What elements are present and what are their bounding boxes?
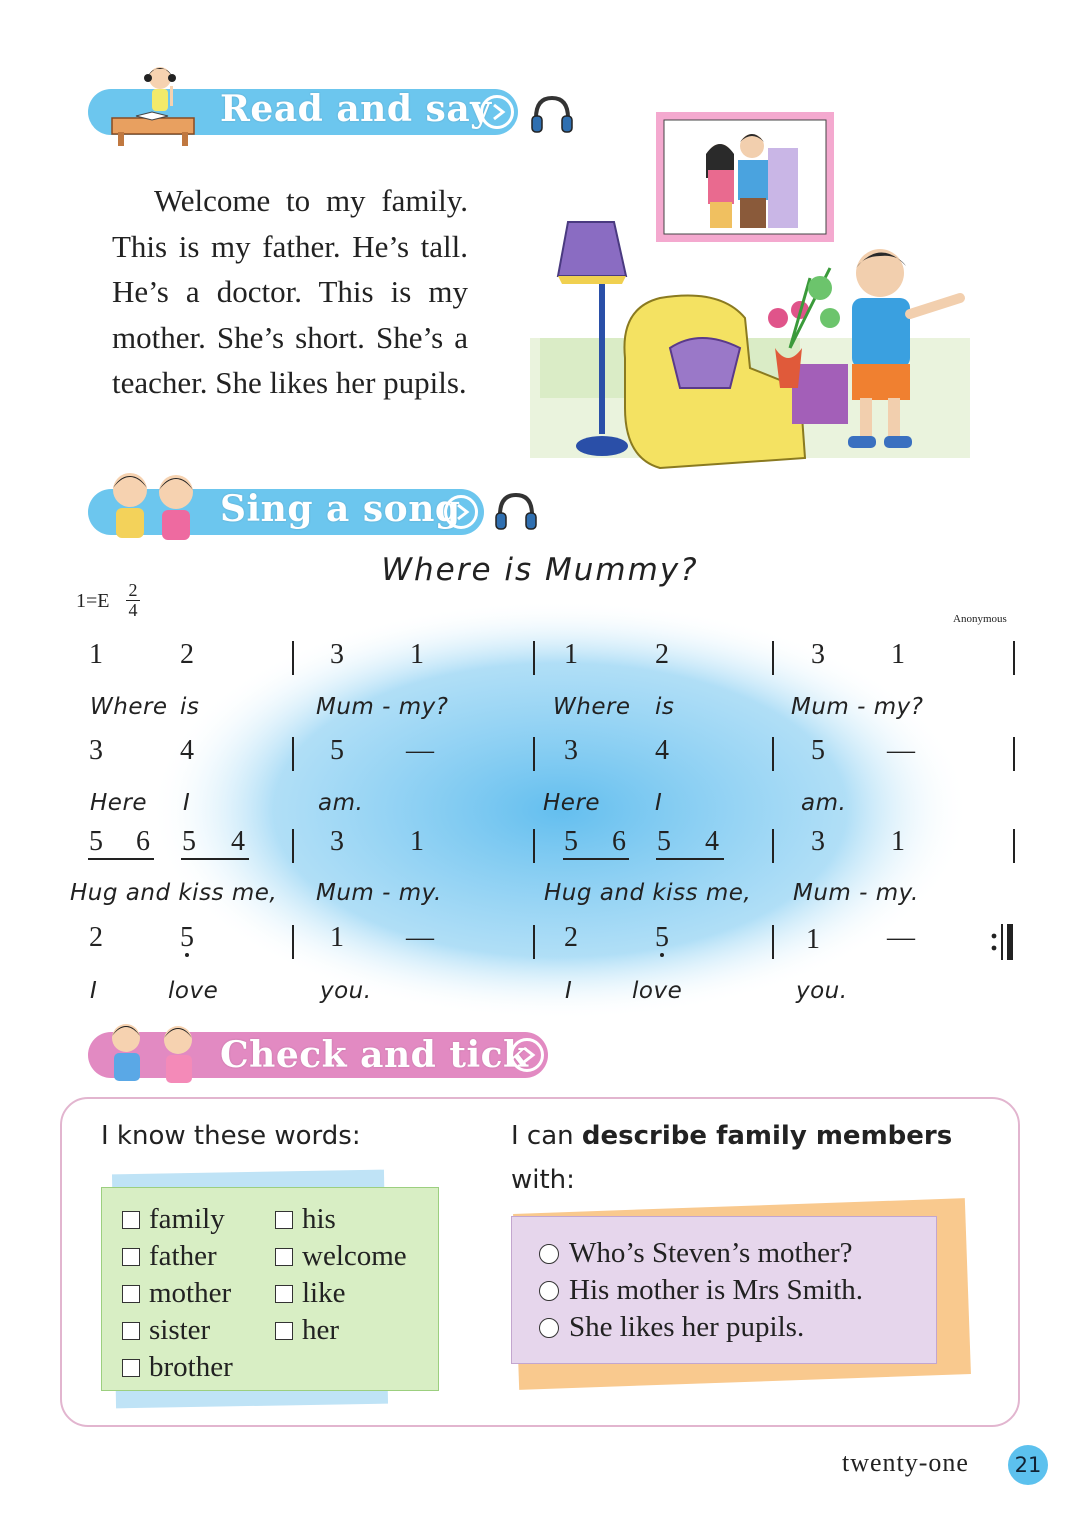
note: — bbox=[406, 922, 434, 953]
repeat-end-sign bbox=[990, 922, 1020, 962]
note: 3 bbox=[330, 639, 344, 670]
song-key: 1=E bbox=[76, 590, 110, 612]
page-number-words: twenty-one bbox=[842, 1448, 969, 1477]
note: 2 bbox=[89, 922, 103, 953]
note: 3 bbox=[811, 639, 825, 670]
note: 2 bbox=[180, 639, 194, 670]
note: 1 bbox=[891, 826, 905, 857]
word-label: sister bbox=[149, 1314, 211, 1346]
word-checkbox-item[interactable] bbox=[275, 1312, 339, 1349]
lyric: Hug and kiss me, bbox=[70, 880, 278, 906]
describe-heading bbox=[511, 1114, 971, 1202]
barline bbox=[772, 641, 774, 675]
reading-girl-illustration bbox=[108, 60, 198, 150]
word-label: mother bbox=[149, 1277, 232, 1309]
low-octave-dot bbox=[185, 953, 189, 957]
note: 3 bbox=[811, 826, 825, 857]
note: 5 bbox=[657, 826, 671, 857]
read-and-say-title: Read and say bbox=[220, 88, 492, 130]
word-checkbox-item[interactable] bbox=[122, 1349, 233, 1386]
word-label: her bbox=[302, 1314, 340, 1346]
word-checkbox-item[interactable] bbox=[122, 1201, 225, 1238]
lyric: I bbox=[90, 978, 98, 1004]
lyric: Mum - my. bbox=[793, 880, 919, 906]
eighth-beam bbox=[656, 858, 724, 860]
word-label: his bbox=[302, 1203, 336, 1235]
describe-heading-bold: describe family members bbox=[581, 1121, 953, 1151]
lyric: Here bbox=[543, 790, 601, 816]
lyric: Here bbox=[90, 790, 148, 816]
barline bbox=[533, 829, 535, 863]
word-checkbox-item[interactable] bbox=[275, 1275, 346, 1312]
read-play-button[interactable] bbox=[480, 95, 514, 129]
note: 6 bbox=[612, 826, 626, 857]
lyric: I bbox=[565, 978, 573, 1004]
note: 4 bbox=[180, 735, 194, 766]
word-label: like bbox=[302, 1277, 346, 1309]
time-signature-top: 2 bbox=[128, 580, 138, 600]
sing-headphones-icon[interactable] bbox=[494, 489, 538, 533]
words-heading: I know these words: bbox=[101, 1121, 361, 1151]
note: 1 bbox=[410, 639, 424, 670]
note: 3 bbox=[564, 735, 578, 766]
sentence-label: Who’s Steven’s mother? bbox=[569, 1237, 853, 1269]
note: 1 bbox=[410, 826, 424, 857]
sing-a-song-title: Sing a song bbox=[220, 488, 461, 530]
eighth-beam bbox=[563, 858, 629, 860]
note: 4 bbox=[705, 826, 719, 857]
lyric: am. bbox=[318, 790, 364, 816]
note: 5 bbox=[180, 922, 194, 953]
check-play-button[interactable] bbox=[510, 1038, 544, 1072]
word-label: family bbox=[149, 1203, 225, 1235]
note: 1 bbox=[89, 639, 103, 670]
eighth-beam bbox=[181, 858, 249, 860]
note: 5 bbox=[182, 826, 196, 857]
word-label: welcome bbox=[302, 1240, 407, 1272]
lyric: love bbox=[168, 978, 219, 1004]
word-checkbox-item[interactable] bbox=[122, 1312, 210, 1349]
note: 4 bbox=[655, 735, 669, 766]
word-label: brother bbox=[149, 1351, 233, 1383]
describe-heading-pre: I can bbox=[511, 1121, 582, 1151]
page-number-badge: 21 bbox=[1008, 1445, 1048, 1485]
word-checkbox-item[interactable] bbox=[275, 1238, 407, 1275]
note: 1 bbox=[330, 922, 344, 953]
sentence-label: His mother is Mrs Smith. bbox=[569, 1274, 864, 1306]
note: — bbox=[887, 922, 915, 953]
note: 3 bbox=[89, 735, 103, 766]
barline bbox=[533, 925, 535, 959]
lyric: is bbox=[180, 694, 200, 720]
word-label: father bbox=[149, 1240, 217, 1272]
lyric: Where bbox=[553, 694, 631, 720]
low-octave-dot bbox=[660, 953, 664, 957]
barline bbox=[292, 829, 294, 863]
lyric: love bbox=[632, 978, 683, 1004]
barline bbox=[292, 925, 294, 959]
lyric: Hug and kiss me, bbox=[544, 880, 752, 906]
sentence-label: She likes her pupils. bbox=[569, 1311, 805, 1343]
barline bbox=[292, 737, 294, 771]
barline bbox=[772, 737, 774, 771]
barline bbox=[533, 641, 535, 675]
song-title: Where is Mummy? bbox=[381, 552, 699, 588]
lyric: Mum - my. bbox=[316, 880, 442, 906]
lyric: I bbox=[655, 790, 663, 816]
word-checkbox-item[interactable] bbox=[122, 1238, 217, 1275]
reading-text bbox=[112, 178, 468, 406]
note: 5 bbox=[89, 826, 103, 857]
family-living-room-illustration bbox=[530, 108, 970, 478]
lyric: you. bbox=[796, 978, 848, 1004]
note: 1 bbox=[564, 639, 578, 670]
barline bbox=[772, 829, 774, 863]
lyric: I bbox=[183, 790, 191, 816]
note: 4 bbox=[231, 826, 245, 857]
lyric: is bbox=[655, 694, 675, 720]
note: 1 bbox=[806, 924, 820, 955]
barline bbox=[1013, 829, 1015, 863]
check-and-tick-title: Check and tick bbox=[220, 1034, 529, 1076]
check-children-illustration bbox=[98, 1020, 208, 1086]
lyric: am. bbox=[801, 790, 847, 816]
word-checkbox-item[interactable] bbox=[122, 1275, 231, 1312]
note: 3 bbox=[330, 826, 344, 857]
time-signature-bottom: 4 bbox=[128, 600, 138, 620]
barline bbox=[1013, 641, 1015, 675]
note: 5 bbox=[655, 922, 669, 953]
time-signature bbox=[126, 582, 140, 619]
barline bbox=[1013, 737, 1015, 771]
reading-paragraph: Welcome to my family. This is my father. He’s tall. He’s a doctor. This is my mother. She’s short. She’s a teacher. She likes her pupils. bbox=[112, 183, 468, 400]
song-composer: Anonymous bbox=[953, 613, 1007, 625]
barline bbox=[292, 641, 294, 675]
note: 5 bbox=[811, 735, 825, 766]
note: 6 bbox=[136, 826, 150, 857]
lyric: Where bbox=[90, 694, 168, 720]
note: 2 bbox=[564, 922, 578, 953]
word-checkbox-item[interactable] bbox=[275, 1201, 336, 1238]
note: 5 bbox=[330, 735, 344, 766]
lyric: Mum - my? bbox=[316, 694, 449, 720]
note: — bbox=[887, 735, 915, 766]
singing-children-illustration bbox=[104, 470, 204, 542]
describe-heading-post: with: bbox=[511, 1165, 575, 1195]
note: 5 bbox=[564, 826, 578, 857]
barline bbox=[772, 925, 774, 959]
note: 1 bbox=[891, 639, 905, 670]
barline bbox=[533, 737, 535, 771]
eighth-beam bbox=[88, 858, 154, 860]
sing-play-button[interactable] bbox=[444, 495, 478, 529]
sentence-radio-item[interactable] bbox=[539, 1235, 853, 1272]
lyric: you. bbox=[320, 978, 372, 1004]
sentence-radio-item[interactable] bbox=[539, 1272, 863, 1309]
sentence-radio-item[interactable] bbox=[539, 1309, 804, 1346]
lyric: Mum - my? bbox=[791, 694, 924, 720]
note: 2 bbox=[655, 639, 669, 670]
note: — bbox=[406, 735, 434, 766]
